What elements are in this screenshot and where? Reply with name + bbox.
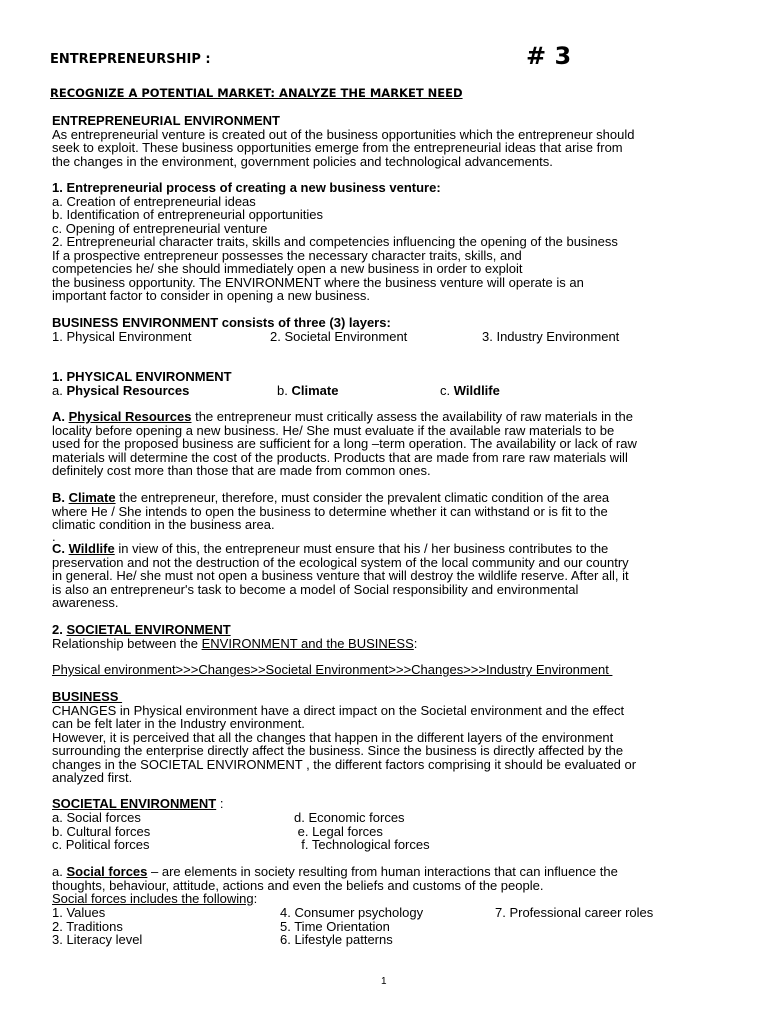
wildlife-label: Wildlife	[68, 541, 115, 556]
physical-section	[52, 370, 712, 384]
process-line: the business opportunity. The ENVIRONMENT where the business venture will operate is an	[52, 274, 584, 290]
force-item: c. Political forces	[52, 837, 150, 852]
doc-title: ENTREPRENEURSHIP :	[50, 52, 211, 67]
intro-line: the changes in the environment, government policies and technological advancements.	[52, 153, 553, 169]
social-item: 1. Values	[52, 905, 106, 920]
force-item: e. Legal forces	[294, 823, 383, 839]
process-line: a. Creation of entrepreneurial ideas	[52, 193, 256, 209]
physical-item-a: a. Physical Resources	[52, 383, 190, 398]
resources-paragraph: A. Physical Resources the entrepreneur must critically assess the availability of raw materials in the locality before opening a new business. He/ She must evaluate if the available raw materials to be used for the proposed business are sufficient for a long –term operation. The availability or lack of raw materials will determine the cost of the products. Products that are made from rare raw materials will definitely cost more than those that are made from common ones.	[52, 410, 712, 478]
wildlife-paragraph: C. Wildlife in view of this, the entrepreneur must ensure that his / her business contributes to the preservation and not the destruction of the ecological system of the local community and our country in general. He/ she must not open a business venture that will destroy the wildlife reserve. After all, it is also an entrepreneur's task to become a model of Social responsibility and environmental awareness.	[52, 542, 712, 610]
layers-heading: BUSINESS ENVIRONMENT consists of three (3) layers:	[52, 315, 391, 330]
process-line: competencies he/ she should immediately open a new business in order to exploit	[52, 261, 523, 276]
business-heading: BUSINESS	[52, 689, 123, 704]
business-line: changes in the SOCIETAL ENVIRONMENT , the different factors comprising it should be evaluated or	[52, 756, 637, 772]
social-forces-line: thoughts, behaviour, attitude, actions and even the beliefs and customs of the people.	[52, 877, 544, 893]
process-line: If a prospective entrepreneur possesses the necessary character traits, skills, and	[52, 247, 522, 263]
social-item: 2. Traditions	[52, 918, 123, 934]
business-line: surrounding the enterprise directly affect the business. Since the business is directly affected by the	[52, 743, 624, 758]
social-forces-paragraph: a. Social forces – are elements in society resulting from human interactions that can influence the thoughts, behaviour, attitude, actions and even the beliefs and customs of the people. Social forces includes the following:	[52, 865, 712, 906]
environment-chain: Physical environment>>>Changes>>Societal Environment>>>Changes>>>Industry Environment	[52, 662, 613, 677]
social-list-col3	[495, 906, 653, 920]
layer-item: 1. Physical Environment	[52, 329, 192, 344]
resources-line: locality before opening a new business. He/ She must evaluate if the available raw materials to be	[52, 422, 615, 438]
force-item: d. Economic forces	[294, 810, 405, 825]
physical-heading: 1. PHYSICAL ENVIRONMENT	[52, 369, 232, 384]
process-line: c. Opening of entrepreneurial venture	[52, 220, 268, 236]
doc-number: # 3	[526, 42, 572, 70]
societal-heading: SOCIETAL ENVIRONMENT	[66, 622, 231, 637]
social-item: 6. Lifestyle patterns	[280, 932, 393, 947]
wildlife-line: in general. He/ she must not open a business venture that will destroy the wildlife reserve. After all, it	[52, 568, 629, 583]
process-section	[52, 181, 712, 303]
layer-item: 3. Industry Environment	[482, 329, 620, 344]
process-line: important factor to consider in opening a new business.	[52, 288, 370, 303]
social-item: 4. Consumer psychology	[280, 905, 424, 920]
social-forces-includes: Social forces includes the following	[52, 891, 254, 906]
layer-item: 2. Societal Environment	[270, 329, 408, 344]
process-heading: 1. Entrepreneurial process of creating a new business venture:	[52, 180, 441, 195]
climate-label: Climate	[68, 490, 116, 505]
wildlife-line: is also an entrepreneur's task to become a model of Social responsibility and environmental	[52, 581, 579, 597]
force-item: f. Technological forces	[294, 837, 430, 852]
relationship-text: ENVIRONMENT and the BUSINESS	[201, 635, 414, 651]
force-item: b. Cultural forces	[52, 823, 151, 839]
process-line: b. Identification of entrepreneurial opportunities	[52, 207, 324, 222]
business-line: However, it is perceived that all the changes that happen in the different layers of the environment	[52, 729, 614, 745]
wildlife-line: preservation and not the destruction of the ecological system of the local community and our country	[52, 554, 629, 570]
business-line: analyzed first.	[52, 770, 133, 785]
resources-label: Physical Resources	[68, 409, 192, 424]
business-line: can be felt later in the Industry environment.	[52, 716, 305, 731]
physical-item-label: Wildlife	[453, 383, 500, 398]
resources-line: definitely cost more than those that are made from common ones.	[52, 463, 431, 478]
intro-line: As entrepreneurial venture is created out of the business opportunities which the entrepreneur should	[52, 126, 635, 142]
resources-line: materials will determine the cost of the products. Products that are made from rare raw materials will	[52, 449, 628, 465]
resources-line: used for the proposed business are sufficient for a long –term operation. The availability or lack of raw	[52, 436, 637, 451]
force-item: a. Social forces	[52, 810, 141, 825]
social-item: 3. Literacy level	[52, 932, 143, 947]
doc-subtitle: RECOGNIZE A POTENTIAL MARKET: ANALYZE THE MARKET NEED	[50, 86, 463, 100]
business-section	[52, 690, 712, 785]
social-item: 5. Time Orientation	[280, 918, 390, 934]
forces-heading: SOCIETAL ENVIRONMENT	[52, 796, 217, 811]
physical-item-label: Climate	[291, 383, 339, 398]
forces-section: SOCIETAL ENVIRONMENT :	[52, 796, 224, 811]
forces-left-list	[52, 811, 150, 852]
forces-right-list	[294, 811, 430, 852]
climate-line: where He / She intends to open the business to determine whether it can withstand or is fit to the	[52, 503, 608, 519]
intro-section	[52, 114, 712, 168]
climate-paragraph: B. Climate the entrepreneur, therefore, must consider the prevalent climatic condition of the area where He / She intends to open the business to determine whether it can withstand or is fit to the climatic condition in the business area. .	[52, 491, 712, 542]
climate-dot: .	[52, 528, 56, 544]
physical-item-b: b. Climate	[277, 383, 339, 398]
social-list-col2	[280, 906, 423, 947]
wildlife-line: awareness.	[52, 595, 119, 610]
intro-heading: ENTREPRENEURIAL ENVIRONMENT	[52, 113, 281, 128]
societal-section: 2. SOCIETAL ENVIRONMENT Relationship between the ENVIRONMENT and the BUSINESS:	[52, 622, 418, 651]
intro-line: seek to exploit. These business opportunities emerge from the entrepreneurial ideas that arise from	[52, 140, 623, 155]
business-line: CHANGES in Physical environment have a direct impact on the Societal environment and the effect	[52, 702, 625, 718]
layers-section	[52, 316, 712, 330]
physical-item-label: Physical Resources	[66, 383, 190, 398]
process-line: 2. Entrepreneurial character traits, skills and competencies influencing the opening of the business	[52, 234, 618, 249]
social-forces-label: Social forces	[66, 864, 148, 879]
social-list-col1	[52, 906, 142, 947]
page-number: 1	[381, 976, 387, 987]
social-item: 7. Professional career roles	[495, 905, 654, 920]
physical-item-c: c. Wildlife	[440, 383, 500, 398]
climate-line: climatic condition in the business area.	[52, 517, 275, 532]
